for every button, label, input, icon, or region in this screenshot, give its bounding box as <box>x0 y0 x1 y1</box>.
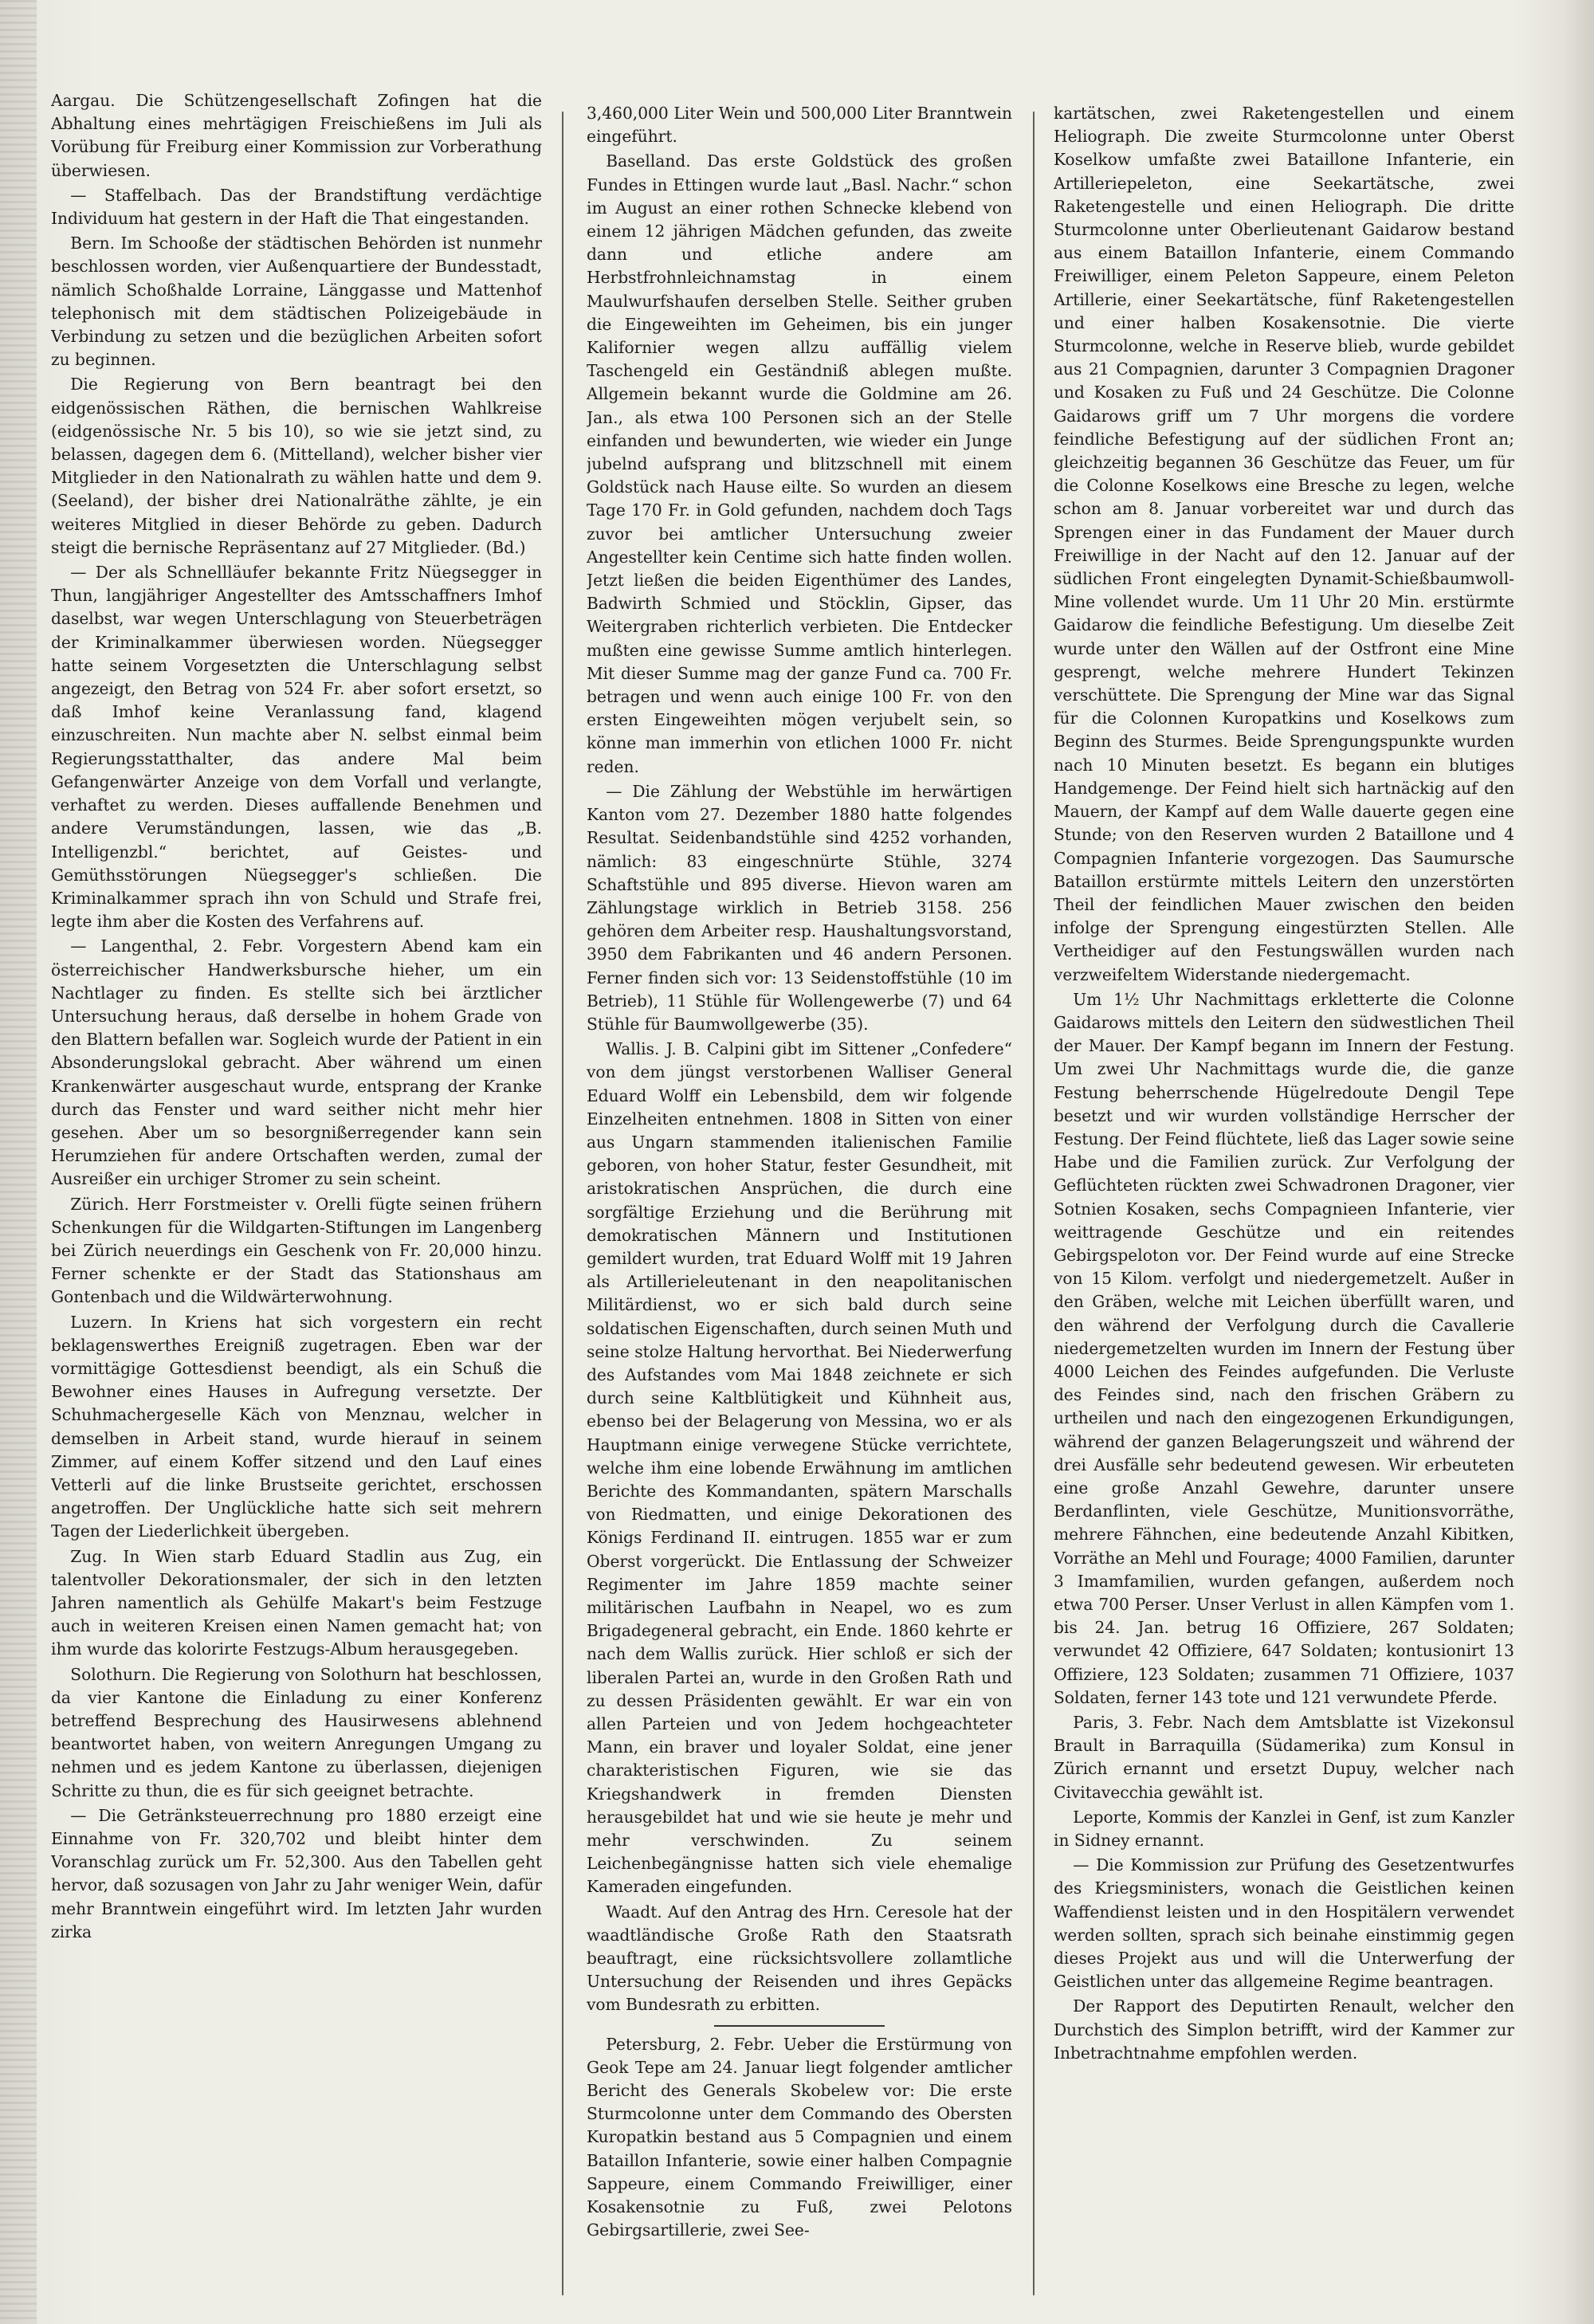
article-paris: Paris, 3. Febr. Nach dem Amtsblatte ist Vizekonsul Brault in Barraquilla (Südamerika) zum Konsul in Zürich ernannt und ersetzt Dupuy, welcher nach Civitavecchia gewählt ist. <box>1054 1713 1514 1802</box>
article-bern: Bern. Im Schooße der städtischen Behörden ist nunmehr beschlossen worden, vier Außenquartiere der Bundesstadt, nämlich Schoßhalde Lorraine, Länggasse und Mattenhof telephonisch mit dem städtischen Polizeigebäude in Verbindung zu setzen und die bezüglichen Arbeiten sofort zu beginnen. <box>51 234 542 370</box>
article-renault: Der Rapport des Deputirten Renault, welcher den Durchstich des Simplon betrifft, wird der Kammer zur Inbetrachtnahme empfohlen werden. <box>1054 1996 1514 2063</box>
article-staffelbach: — Staffelbach. Das der Brandstiftung verdächtige Individuum hat gestern in der Haft die That eingestanden. <box>51 185 542 229</box>
article-nueegsegger: — Der als Schnellläufer bekannte Fritz Nüegsegger in Thun, langjähriger Angestellter des Amtsschaffners Imhof daselbst, war wegen Unterschlagung von Steuerbeträgen der Kriminalkammer überwiesen worden. Nüegsegger hatte seinem Vorgesetzten die Unterschlagung selbst angezeigt, den Betrag von 524 Fr. aber sofort ersetzt, so daß Imhof keine Veranlassung fand, klagend einzuschreiten. Nun machte aber N. selbst einmal beim Regierungsstatthalter, das andere Mal beim Gefangenwärter Anzeige von dem Vorfall und verlangte, verhaftet zu werden. Dieses auffallende Benehmen und andere Verumständungen, lassen, wie das „B. Intelligenzbl.“ berichtet, auf Geistes- und Gemüthsstörungen Nüegsegger's schließen. Die Kriminalkammer sprach ihn von Schuld und Strafe frei, legte ihm aber die Kosten des Verfahrens auf. <box>51 563 542 932</box>
section-divider <box>714 2025 885 2027</box>
article-wein-cont: 3,460,000 Liter Wein und 500,000 Liter Branntwein eingeführt. <box>587 104 1012 147</box>
article-wallis: Wallis. J. B. Calpini gibt im Sittener „Confedere“ von dem jüngst verstorbenen Walliser General Eduard Wolff ein Lebensbild, dem wir folgende Einzelheiten entnehmen. 1808 in Sitten von einer aus Ungarn stammenden italienischen Familie geboren, von hoher Statur, fester Gesundheit, mit aristokratischen Ansprüchen, die durch eine sorgfältige Erziehung und die Berührung mit demokratischen Männern und Institutionen gemildert wurden, trat Eduard Wolff mit 19 Jahren als Artillerieleutenant in den neapolitanischen Militärdienst, wo er sich bald durch seine soldatischen Eigenschaften, durch seinen Muth und seine stolze Haltung hervorthat. Bei Niederwerfung des Aufstandes vom Mai 1848 zeichnete er sich durch seine Kaltblütigkeit und Kühnheit aus, ebenso bei der Belagerung von Messina, wo er als Hauptmann einige verwegene Stücke verrichtete, welche ihm eine lobende Erwähnung im amtlichen Berichte des Kommandanten, spätern Marschalls von Riedmatten, und einige Dekorationen des Königs Ferdinand II. eintrugen. 1855 war er zum Oberst vorgerückt. Die Entlassung der Schweizer Regimenter im Jahre 1859 machte seiner militärischen Laufbahn in Neapel, wo es zum Brigadegeneral gebracht, ein Ende. 1860 kehrte er nach dem Wallis zurück. Hier schloß er sich der liberalen Partei an, wurde in den Großen Rath und zu dessen Präsidenten gewählt. Er war ein von allen Parteien und von Jedem hochgeachteter Mann, ein braver und loyaler Soldat, eine jener charakteristischen Figuren, wie sie das Kriegshandwerk in fremden Diensten herausgebildet hat und wie sie heute je mehr und mehr verschwinden. Zu seinem Leichenbegängnisse hatten sich viele ehemalige Kameraden eingefunden. <box>587 1039 1012 1897</box>
article-luzern: Luzern. In Kriens hat sich vorgestern ein recht beklagenswerthes Ereigniß zugetragen. Eben war der vormittägige Gottesdienst beendigt, als ein Schuß die Bewohner eines Hauses in Aufregung versetzte. Der Schuhmachergeselle Käch von Menznau, welcher in demselben in Arbeit stand, wurde hierauf in seinem Zimmer, auf einem Koffer sitzend und den Lauf eines Vetterli auf die linke Brustseite gerichtet, erschossen angetroffen. Der Unglückliche hatte sich seit mehrern Tagen der Liederlichkeit übergeben. <box>51 1312 542 1541</box>
article-kommission: — Die Kommission zur Prüfung des Gesetzentwurfes des Kriegsministers, wonach die Geistlichen keinen Waffendienst leisten und in den Hospitälern verwendet werden sollten, sprach sich beinahe einstimmig gegen dieses Projekt aus und will die Unterwerfung der Geistlichen unter das allgemeine Regime beantragen. <box>1054 1855 1514 1992</box>
article-solothurn: Solothurn. Die Regierung von Solothurn hat beschlossen, da vier Kantone die Einladung zu einer Konferenz betreffend Besprechung des Hausirwesens ablehnend beantwortet haben, von weitern Anregungen Umgang zu nehmen und es jedem Kantone zu überlassen, diejenigen Schritte zu thun, die es für sich geeignet betrachte. <box>51 1664 542 1800</box>
column-rule <box>562 112 563 2295</box>
article-leporte: Leporte, Kommis der Kanzlei in Genf, ist zum Kanzler in Sidney ernannt. <box>1054 1807 1514 1851</box>
article-baselland: Baselland. Das erste Goldstück des großen Fundes in Ettingen wurde laut „Basl. Nachr.“ schon im August an einer rothen Schnecke klebend von einem 12 jährigen Mädchen gefunden, das zweite dann und etliche andere am Herbstfrohnleichnamstag in einem Maulwurfshaufen derselben Stelle. Seither gruben die Eingeweihten im Geheimen, bis ein junger Kalifornier wegen allzu auffällig vielem Taschengeld ein Geständniß ablegen mußte. Allgemein bekannt wurde die Goldmine am 26. Jan., als etwa 100 Personen sich an der Stelle einfanden und bewunderten, wie wieder ein Junge jubelnd aufsprang und blitzschnell mit einem Goldstück nach Hause eilte. So wurden an diesem Tage 170 Fr. in Gold gefunden, nachdem doch Tags zuvor bei amtlicher Untersuchung zweier Angestellter kein Centime sich hatte finden wollen. Jetzt ließen die beiden Eigenthümer des Landes, Badwirth Schmied und Stöcklin, Gipser, das Weitergraben richterlich verbieten. Die Entdecker mußten eine gewisse Summe amtlich hinterlegen. Mit dieser Summe mag der ganze Fund ca. 700 Fr. betragen und wenn auch einige 100 Fr. von den ersten Eingeweihten mögen verjubelt sein, so könne man immerhin von etlichen 1000 Fr. nicht reden. <box>587 151 1012 776</box>
article-petersburg-afternoon: Um 1½ Uhr Nachmittags erkletterte die Colonne Gaidarows mittels den Leitern den südwestlichen Theil der Mauer. Der Kampf begann im Innern der Festung. Um zwei Uhr Nachmittags wurde die, die ganze Festung beherrschende Hügelredoute Dengil Tepe besetzt und wir wurden vollständige Herrscher der Festung. Der Feind flüchtete, ließ das Lager sowie seine Habe und die Familien zurück. Zur Verfolgung der Geflüchteten rückten zwei Schwadronen Dragoner, vier Sotnien Kosaken, sechs Compagnieen Infanterie, vier weittragende Geschütze und ein reitendes Gebirgspeloton vor. Der Feind wurde auf eine Strecke von 15 Kilom. verfolgt und niedergemetzelt. Außer in den Gräben, welche mit Leichen überfüllt waren, und den während der Verfolgung durch die Cavallerie niedergemetzelten wurden im Innern der Festung über 4000 Leichen des Feindes aufgefunden. Die Verluste des Feindes sind, nach den frischen Gräbern zu urtheilen und nach den eingezogenen Erkundigungen, während der ganzen Belagerungszeit und während der drei Ausfälle sehr bedeutend gewesen. Wir erbeuteten eine große Anzahl Gewehre, darunter unsere Berdanflinten, viele Geschütze, Munitionsvorräthe, mehrere Fähnchen, eine bedeutende Anzahl Kibitken, Vorräthe an Mehl und Fourage; 4000 Familien, darunter 3 Imamfamilien, wurden gefangen, außerdem noch etwa 700 Perser. Unser Verlust in allen Kämpfen vom 1. bis 24. Jan. betrug 16 Offiziere, 267 Soldaten; verwundet 42 Offiziere, 647 Soldaten; kontusionirt 13 Offiziere, 123 Soldaten; zusammen 71 Offiziere, 1037 Soldaten, ferner 143 tote und 121 verwundete Pferde. <box>1054 989 1514 1707</box>
column-1 <box>51 89 542 2289</box>
column-rule <box>1033 112 1035 2295</box>
article-petersburg-cont: kartätschen, zwei Raketengestellen und einem Heliograph. Die zweite Sturmcolonne unter Oberst Koselkow umfaßte zwei Bataillone Infanterie, ein Artilleriepeleton, eine Seekartätsche, zwei Raketengestelle und einen Heliograph. Die dritte Sturmcolonne unter Oberlieutenant Gaidarow bestand aus einem Bataillon Infanterie, einem Commando Freiwilliger, einem Peleton Sappeure, einem Peleton Artillerie, einer Seekartätsche, fünf Raketengestellen und einer halben Kosakensotnie. Die vierte Sturmcolonne, welche in Reserve blieb, wurde gebildet aus 21 Compagnien, darunter 3 Compagnien Dragoner und Kosaken zu Fuß und 24 Geschütze. Die Colonne Gaidarows griff um 7 Uhr morgens die vordere feindliche Befestigung auf der südlichen Front an; gleichzeitig begannen 36 Geschütze das Feuer, um für die Colonne Koselkows eine Bresche zu legen, welche schon am 8. Januar vorbereitet war und durch das Sprengen einer in das Fundament der Mauer durch Freiwillige in der Nacht auf den 12. Januar auf der südlichen Front eingelegten Dynamit-Schießbaumwoll-Mine vollendet wurde. Um 11 Uhr 20 Min. erstürmte Gaidarow die feindliche Befestigung. Um dieselbe Zeit wurde unter den Wällen auf der Ostfront eine Mine gesprengt, welche mehrere Hundert Tekinzen verschüttete. Die Sprengung der Mine war das Signal für die Colonnen Kuropatkins und Koselkows zum Beginn des Sturmes. Beide Sprengungspunkte wurden nach 10 Minuten besetzt. Es begann ein blutiges Handgemenge. Der Feind hielt sich hartnäckig auf den Mauern, der Kampf auf dem Walle dauerte gegen eine Stunde; von den Reserven wurden 2 Bataillone und 4 Compagnien Infanterie vorgezogen. Das Saumursche Bataillon erstürmte mittels Leitern den unzerstörten Theil der feindlichen Mauer zwischen den beiden infolge der Sprengung eingestürzten Stellen. Alle Vertheidiger auf den Festungswällen wurden nach verzweifeltem Widerstande niedergemacht. <box>1054 104 1514 984</box>
article-langenthal: — Langenthal, 2. Febr. Vorgestern Abend kam ein österreichischer Handwerksbursche hieher, um ein Nachtlager zu finden. Es stellte sich bei ärztlicher Untersuchung heraus, daß derselbe in hohem Grade von den Blattern befallen war. Sogleich wurde der Patient in ein Absonderungslokal gebracht. Aber während um einen Krankenwärter ausgeschaut wurde, entsprang der Kranke durch das Fenster und ward seither nicht mehr hier gesehen. Aber um so besorgnißerregender kann sein Herumziehen für andere Ortschaften werden, zumal der Ausreißer ein urchiger Stromer zu sein scheint. <box>51 936 542 1189</box>
binding-edge <box>0 0 37 2324</box>
article-zug: Zug. In Wien starb Eduard Stadlin aus Zug, ein talentvoller Dekorationsmaler, der sich in den letzten Jahren namentlich als Gehülfe Makart's beim Festzuge auch in weiteren Kreisen einen Namen gemacht hat; von ihm wurde das kolorirte Festzugs-Album herausgegeben. <box>51 1546 542 1659</box>
article-getraenksteuer: — Die Getränksteuerrechnung pro 1880 erzeigt eine Einnahme von Fr. 320,702 und bleibt hinter dem Voranschlag zurück um Fr. 52,300. Aus den Tabellen geht hervor, daß sozusagen von Jahr zu Jahr weniger Wein, dafür mehr Branntwein eingeführt wird. Im letzten Jahr wurden zirka <box>51 1805 542 1941</box>
article-zuerich: Zürich. Herr Forstmeister v. Orelli fügte seinen frühern Schenkungen für die Wildgarten-Stiftungen im Langenberg bei Zürich neuerdings ein Geschenk von Fr. 20,000 hinzu. Ferner schenkte er der Stadt das Stationshaus am Gontenbach und die Wildwärterwohnung. <box>51 1194 542 1307</box>
article-bern-wahlkreise: Die Regierung von Bern beantragt bei den eidgenössischen Räthen, die bernischen Wahlkreise (eidgenössische Nr. 5 bis 10), so wie sie jetzt sind, zu belassen, dagegen dem 6. (Mittelland), welcher bisher vier Mitglieder in den Nationalrath zu wählen hatte und dem 9. (Seeland), der bisher drei Nationalräthe zählte, je ein weiteres Mitglied in dieser Behörde zu geben. Dadurch steigt die bernische Repräsentanz auf 27 Mitglieder. (Bd.) <box>51 375 542 557</box>
article-webstuehle: — Die Zählung der Webstühle im herwärtigen Kanton vom 27. Dezember 1880 hatte folgendes Resultat. Seidenbandstühle sind 4252 vorhanden, nämlich: 83 eingeschnürte Stühle, 3274 Schaftstühle und 895 diverse. Hievon waren am Zählungstage wirklich in Betrieb 3158. 256 gehören dem Arbeiter resp. Haushaltungsvorstand, 3950 dem Fabrikanten und 46 andern Personen. Ferner finden sich vor: 13 Seidenstoffstühle (10 im Betrieb), 11 Stühle für Wollengewerbe (7) und 64 Stühle für Baumwollgewerbe (35). <box>587 781 1012 1034</box>
article-aargau: Aargau. Die Schützengesellschaft Zofingen hat die Abhaltung eines mehrtägigen Freischießens im Juli als Vorübung für Freiburg einer Kommission zur Vorberathung überwiesen. <box>51 91 542 180</box>
article-waadt: Waadt. Auf den Antrag des Hrn. Ceresole hat der waadtländische Große Rath den Staatsrath beauftragt, eine rücksichtsvollere zollamtliche Untersuchung der Reisenden und ihres Gepäcks vom Bundesrath zu erbitten. <box>587 1902 1012 2015</box>
column-2 <box>587 102 1012 2302</box>
article-petersburg: Petersburg, 2. Febr. Ueber die Erstürmung von Geok Tepe am 24. Januar liegt folgender amtlicher Bericht des Generals Skobelew vor: Die erste Sturmcolonne unter dem Commando des Obersten Kuropatkin bestand aus 5 Compagnien und einem Bataillon Infanterie, sowie einer halben Compagnie Sappeure, einem Commando Freiwilliger, einer Kosakensotnie zu Fuß, zwei Pelotons Gebirgsartillerie, zwei See- <box>587 2034 1012 2240</box>
column-3 <box>1054 102 1514 2302</box>
